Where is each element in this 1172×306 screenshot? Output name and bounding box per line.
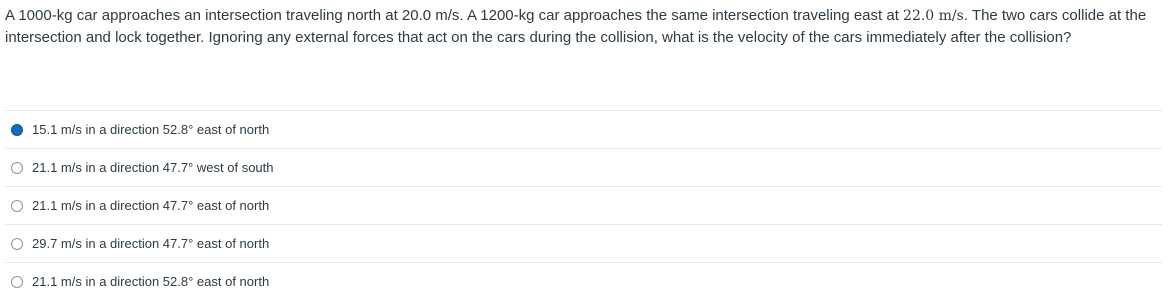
radio-button-selected[interactable] [11, 124, 23, 136]
answer-option-1[interactable] [5, 110, 1162, 148]
radio-button[interactable] [11, 162, 23, 174]
radio-button[interactable] [11, 200, 23, 212]
answer-option-2[interactable] [5, 148, 1162, 186]
answer-label: 15.1 m/s in a direction 52.8° east of north [32, 122, 270, 137]
answer-label: 21.1 m/s in a direction 47.7° west of south [32, 160, 274, 175]
answer-label: 29.7 m/s in a direction 47.7° east of north [32, 236, 270, 251]
answer-label: 21.1 m/s in a direction 47.7° east of north [32, 198, 270, 213]
question-text-after: . The two cars collide at the intersection and lock together. Ignoring any external forces that act on the cars during the collision, what is the velocity of the cars immediately after the collision? [5, 7, 1147, 46]
question-text-before: A 1000-kg car approaches an intersection traveling north at 20.0 m/s. A 1200-kg car approaches the same intersection traveling east at [5, 7, 904, 24]
question-math-value: 22.0 m/s [903, 8, 964, 24]
radio-button[interactable] [11, 276, 23, 288]
answer-option-3[interactable] [5, 186, 1162, 224]
question-text [5, 5, 1167, 49]
answer-label: 21.1 m/s in a direction 52.8° east of north [32, 274, 270, 289]
answer-option-5[interactable] [5, 262, 1162, 300]
answer-option-4[interactable] [5, 224, 1162, 262]
radio-button[interactable] [11, 238, 23, 250]
answer-list [5, 110, 1162, 300]
